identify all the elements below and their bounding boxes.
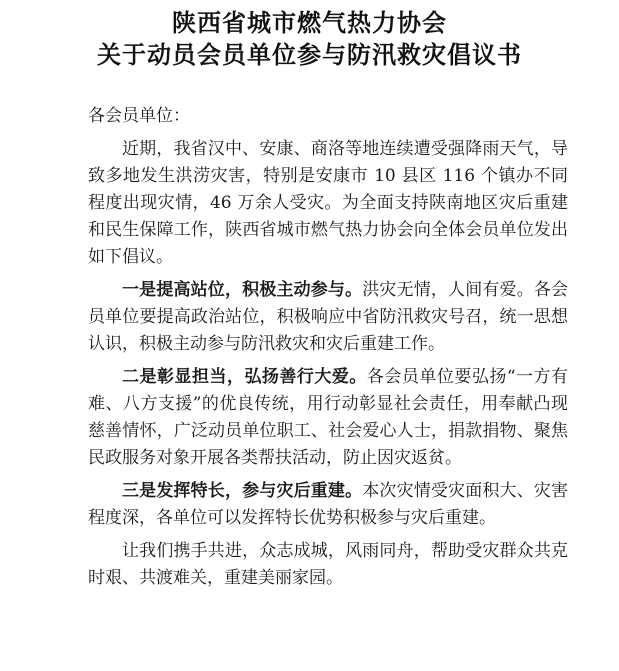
point-text-3: 本次灾情受灾面积大、灾害程度深，各单位可以发挥特长优势积极参与灾后重建。: [88, 481, 569, 528]
point-lead-2: 二是彰显担当，弘扬善行大爱。: [122, 367, 367, 387]
point-text-1: 洪灾无情，人间有爱。各会员单位要提高政治站位，积极响应中省防汛救灾号召，统一思想认识，积极主动参与防汛救灾和灾后重建工作。: [88, 280, 569, 354]
point-paragraph-1: [88, 277, 568, 358]
intro-paragraph: 近期，我省汉中、安康、商洛等地连续遭受强降雨天气，导致多地发生洪涝灾害，特别是安康市 10 县区 116 个镇办不同程度出现灾情，46 万余人受灾。为全面支持陕南地区灾后重建和民生保障工作，陕西省城市燃气热力协会向全体会员单位发出如下倡议。: [88, 139, 568, 267]
document-body: [88, 103, 568, 598]
point-lead-3: 三是发挥特长，参与灾后重建。: [122, 481, 363, 501]
document-title-line-2: 关于动员会员单位参与防汛救灾倡议书: [97, 40, 522, 69]
point-text-2: 各会员单位要弘扬“一方有难、八方支援”的优良传统，用行动彰显社会责任，用奉献凸现慈善情怀，广泛动员单位职工、社会爱心人士，捐款捐物、聚焦民政服务对象开展各类帮扶活动，防止因灾返贫。: [88, 367, 568, 468]
point-paragraph-3: [88, 478, 568, 532]
point-lead-1: 一是提高站位，积极主动参与。: [122, 280, 363, 300]
document-title-line-1: 陕西省城市燃气热力协会: [172, 8, 447, 37]
closing-paragraph: 让我们携手共进，众志成城，风雨同舟，帮助受灾群众共克时艰、共渡难关，重建美丽家园。: [88, 541, 568, 588]
salutation: 各会员单位：: [88, 106, 190, 126]
point-paragraph-2: [88, 364, 568, 472]
